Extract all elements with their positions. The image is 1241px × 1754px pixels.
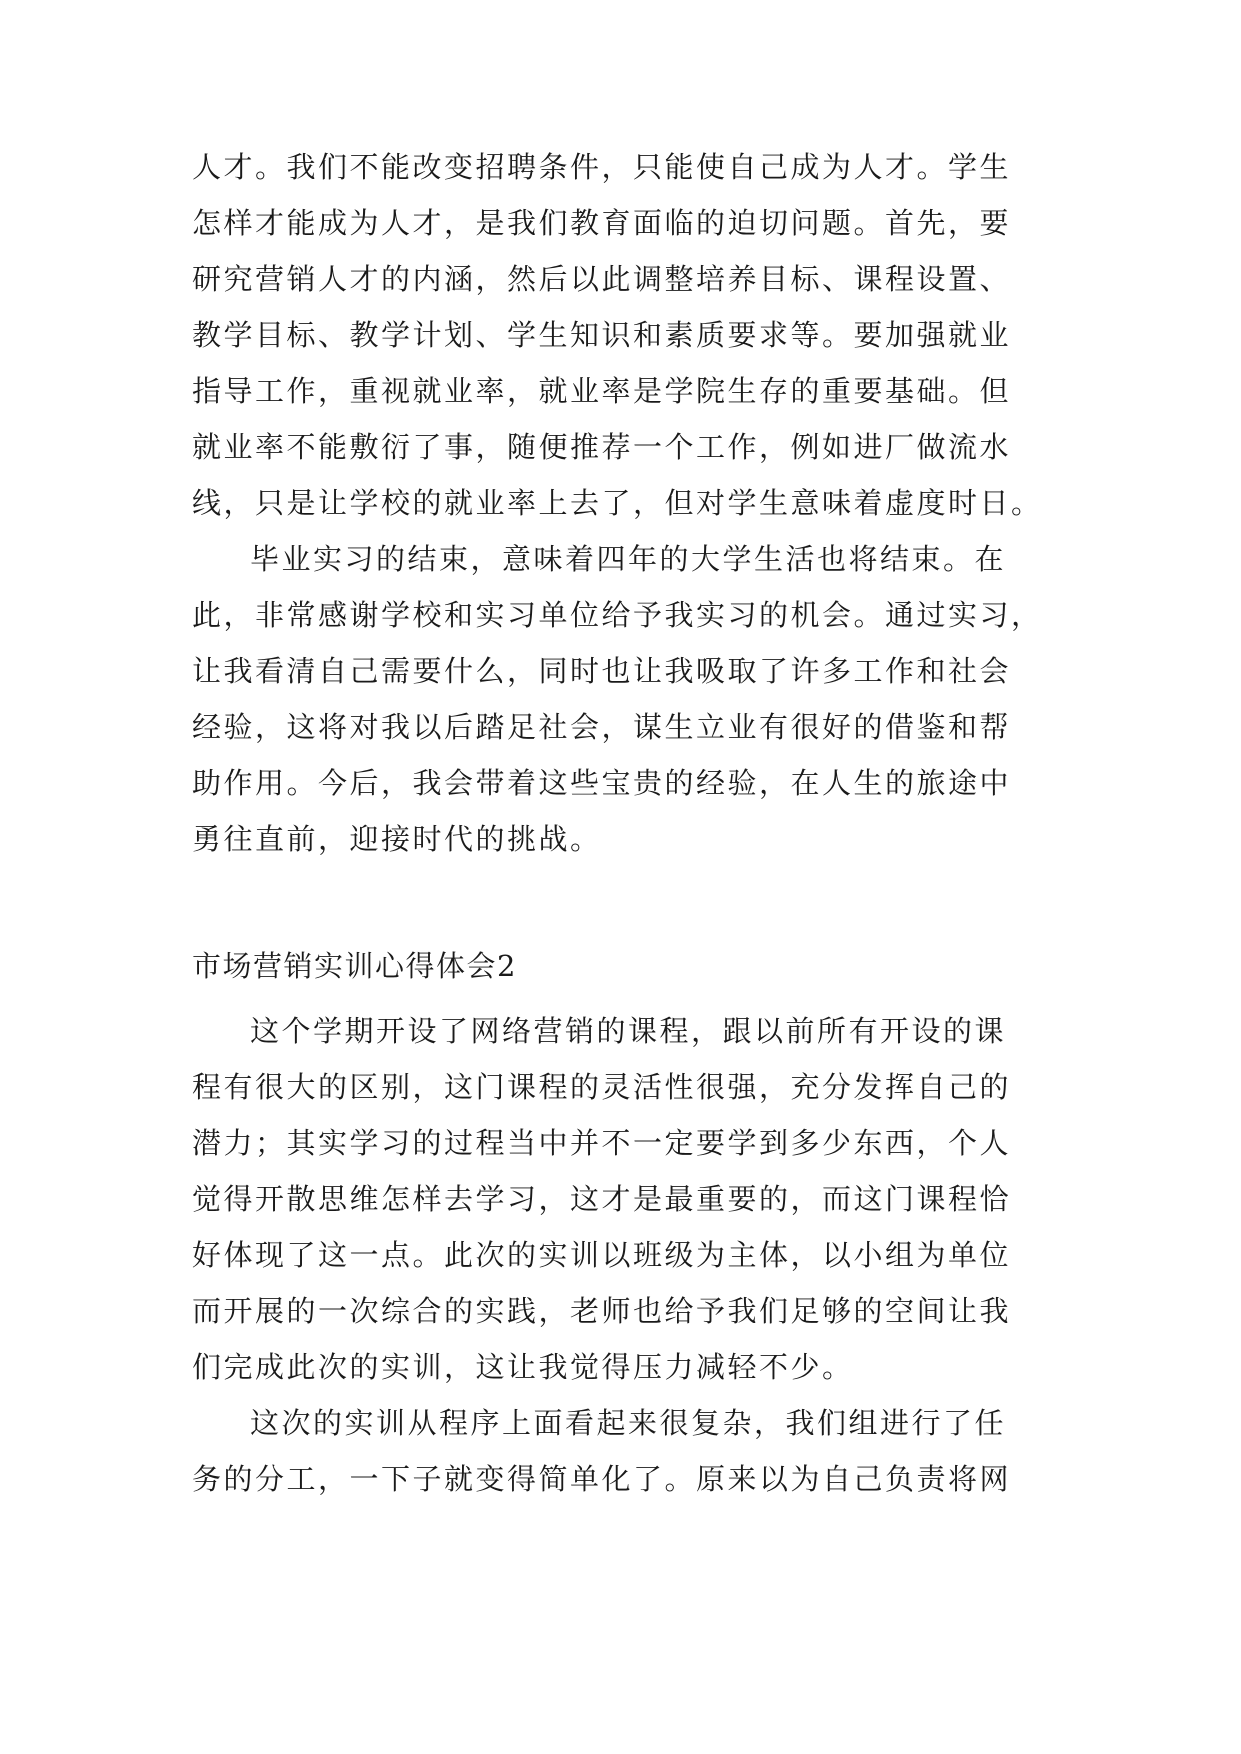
text-line: 线，只是让学校的就业率上去了，但对学生意味着虚度时日。 [192,486,1043,520]
section-title: 市场营销实训心得体会2 [192,949,517,983]
text-line: 这次的实训从程序上面看起来很复杂，我们组进行了任 [250,1406,1007,1440]
text-line: 助作用。今后，我会带着这些宝贵的经验，在人生的旅途中 [192,766,1012,800]
text-line: 潜力；其实学习的过程当中并不一定要学到多少东西，个人 [192,1126,1012,1160]
text-line: 务的分工，一下子就变得简单化了。原来以为自己负责将网 [192,1462,1012,1496]
text-line: 人才。我们不能改变招聘条件，只能使自己成为人才。学生 [192,150,1012,184]
text-line: 好体现了这一点。此次的实训以班级为主体，以小组为单位 [192,1238,1012,1272]
text-line: 研究营销人才的内涵，然后以此调整培养目标、课程设置、 [192,262,1012,296]
paragraph-block-2 [192,1003,1072,1507]
text-line: 觉得开散思维怎样去学习，这才是最重要的，而这门课程恰 [192,1182,1012,1216]
text-line: 怎样才能成为人才，是我们教育面临的迫切问题。首先，要 [192,206,1012,240]
text-line: 经验，这将对我以后踏足社会，谋生立业有很好的借鉴和帮 [192,710,1012,744]
text-line: 让我看清自己需要什么，同时也让我吸取了许多工作和社会 [192,654,1012,688]
text-line: 此，非常感谢学校和实习单位给予我实习的机会。通过实习， [192,598,1043,632]
text-line: 们完成此次的实训，这让我觉得压力减轻不少。 [192,1350,854,1384]
text-line: 勇往直前，迎接时代的挑战。 [192,822,602,856]
text-line: 就业率不能敷衍了事，随便推荐一个工作，例如进厂做流水 [192,430,1012,464]
text-line: 指导工作，重视就业率，就业率是学院生存的重要基础。但 [192,374,1012,408]
paragraph-block-1 [192,139,1072,867]
text-line: 这个学期开设了网络营销的课程，跟以前所有开设的课 [250,1014,1007,1048]
text-line: 教学目标、教学计划、学生知识和素质要求等。要加强就业 [192,318,1012,352]
text-line: 而开展的一次综合的实践，老师也给予我们足够的空间让我 [192,1294,1012,1328]
text-line: 毕业实习的结束，意味着四年的大学生活也将结束。在 [250,542,1007,576]
text-line: 程有很大的区别，这门课程的灵活性很强，充分发挥自己的 [192,1070,1012,1104]
